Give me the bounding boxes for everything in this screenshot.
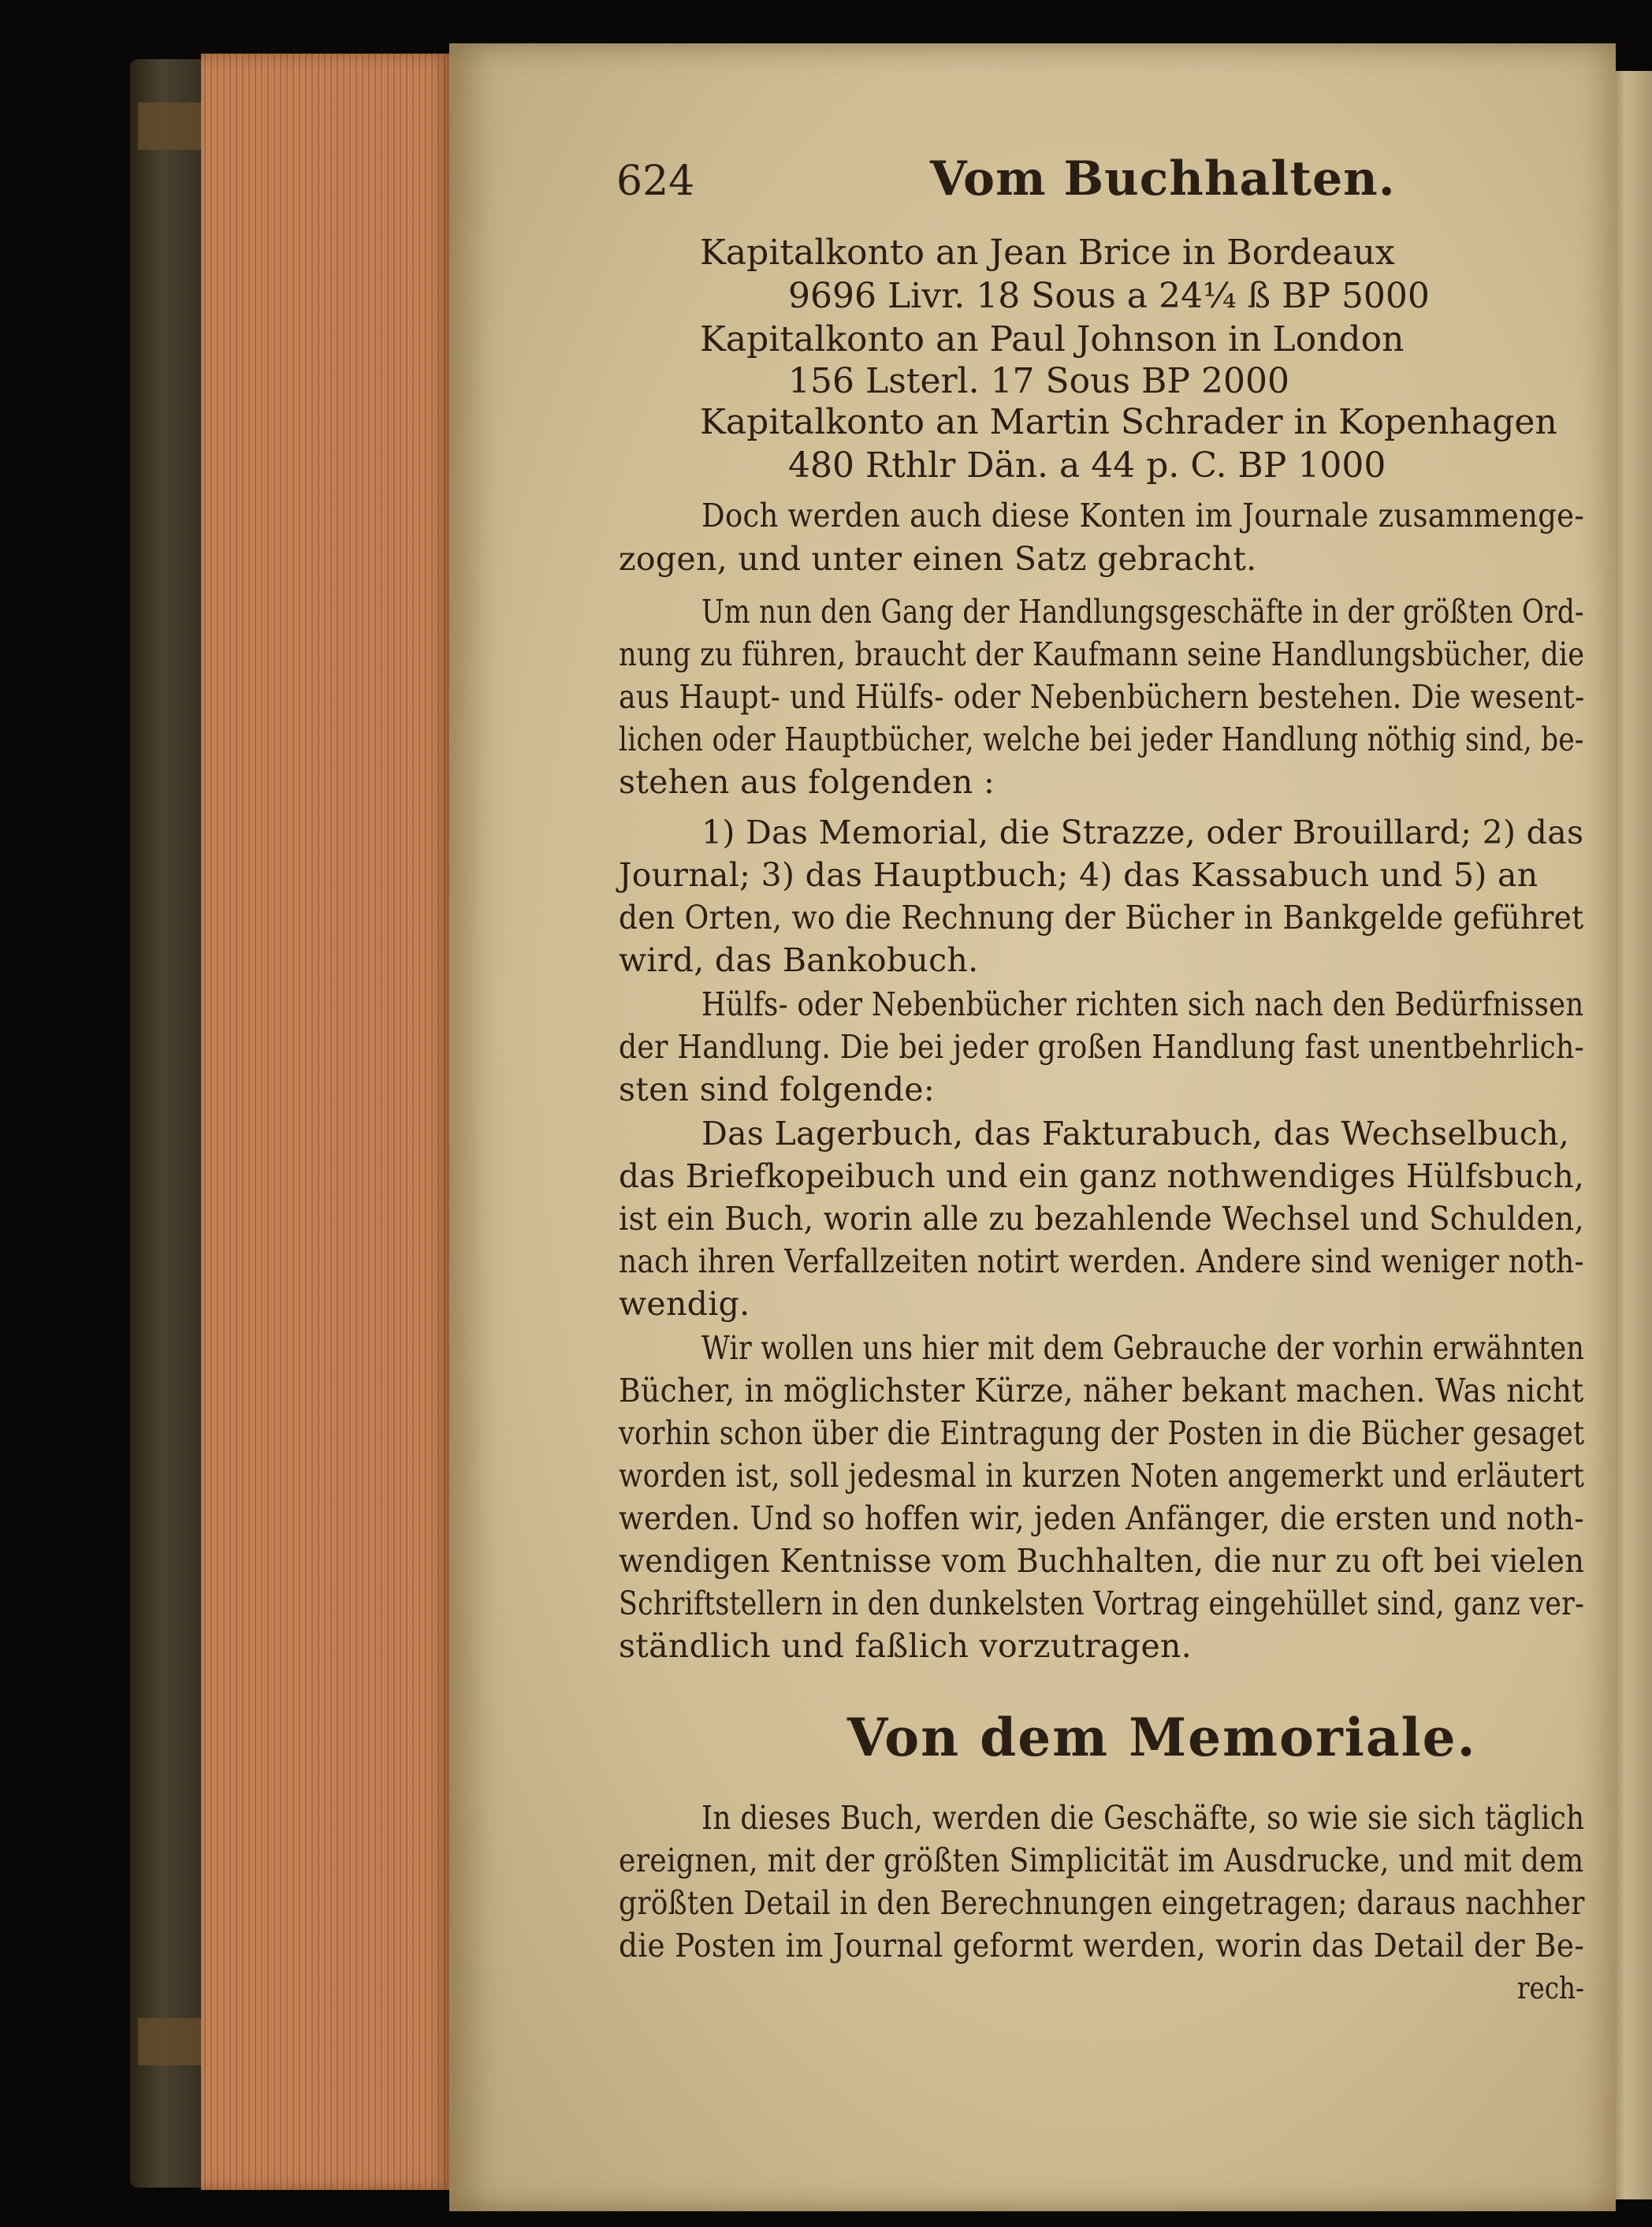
body-line: Bücher, in möglichster Kürze, näher bekant machen. Was nicht — [619, 1372, 1584, 1410]
entry-line: Kapitalkonto an Martin Schrader in Kopenhagen — [700, 402, 1557, 442]
body-line: nung zu führen, braucht der Kaufmann seine Handlungsbücher, die — [619, 635, 1585, 673]
body-line: sten sind folgende: — [619, 1071, 935, 1108]
body-line: Wir wollen uns hier mit dem Gebrauche der vorhin erwähnten — [701, 1329, 1585, 1367]
body-line: nach ihren Verfallzeiten notirt werden. Andere sind weniger noth- — [619, 1242, 1584, 1280]
body-line: ständlich und faßlich vorzutragen. — [619, 1627, 1192, 1665]
body-line: worden ist, soll jedesmal in kurzen Noten angemerkt und erläutert — [619, 1457, 1585, 1495]
body-line: Das Lagerbuch, das Fakturabuch, das Wechselbuch, — [701, 1115, 1570, 1153]
body-line: aus Haupt- und Hülfs- oder Nebenbüchern bestehen. Die wesent- — [619, 678, 1585, 716]
section-heading: Von dem Memoriale. — [847, 1707, 1477, 1768]
body-line: das Briefkopeibuch und ein ganz nothwendiges Hülfsbuch, — [619, 1157, 1585, 1195]
entry-line: 9696 Livr. 18 Sous a 24¼ ß BP 5000 — [788, 276, 1430, 316]
body-line: zogen, und unter einen Satz gebracht. — [619, 540, 1257, 578]
body-line: In dieses Buch, werden die Geschäfte, so wie sie sich täglich — [701, 1799, 1585, 1837]
entry-line: Kapitalkonto an Paul Johnson in London — [700, 319, 1405, 359]
entry-line: 156 Lsterl. 17 Sous BP 2000 — [788, 361, 1289, 401]
running-title: Vom Buchhalten. — [930, 151, 1396, 207]
body-line: ist ein Buch, worin alle zu bezahlende Wechsel und Schulden, — [619, 1200, 1584, 1238]
catchword: rech- — [1517, 1971, 1584, 2005]
body-line: größten Detail in den Berechnungen eingetragen; daraus nachher — [619, 1884, 1585, 1922]
body-line: die Posten im Journal geformt werden, worin das Detail der Be- — [619, 1927, 1585, 1964]
body-line: der Handlung. Die bei jeder großen Handlung fast unentbehrlich- — [619, 1028, 1585, 1066]
body-line: ereignen, mit der größten Simplicität im Ausdrucke, und mit dem — [619, 1842, 1584, 1879]
body-line: Doch werden auch diese Konten im Journale zusammenge- — [701, 497, 1585, 534]
entry-line: Kapitalkonto an Jean Brice in Bordeaux — [700, 233, 1395, 273]
body-line: wird, das Bankobuch. — [619, 941, 979, 979]
body-line: vorhin schon über die Eintragung der Posten in die Bücher gesaget — [619, 1414, 1585, 1452]
body-line: wendigen Kentnisse vom Buchhalten, die nur zu oft bei vielen — [619, 1542, 1585, 1580]
body-line: Um nun den Gang der Handlungsgeschäfte in der größten Ord- — [701, 593, 1584, 631]
body-line: stehen aus folgenden : — [619, 763, 995, 801]
body-line: lichen oder Hauptbücher, welche bei jeder Handlung nöthig sind, be- — [619, 721, 1584, 758]
body-line: wendig. — [619, 1285, 750, 1323]
page-number: 624 — [616, 158, 695, 205]
body-line: den Orten, wo die Rechnung der Bücher in Bankgelde geführet — [619, 899, 1584, 937]
body-line: werden. Und so hoffen wir, jeden Anfänger, die ersten und noth- — [619, 1499, 1585, 1537]
body-line: Hülfs- oder Nebenbücher richten sich nach den Bedürfnissen — [701, 985, 1584, 1023]
entry-line: 480 Rthlr Dän. a 44 p. C. BP 1000 — [788, 445, 1386, 486]
page-edges — [201, 54, 453, 2190]
body-line: Journal; 3) das Hauptbuch; 4) das Kassabuch und 5) an — [619, 856, 1539, 894]
body-line: 1) Das Memorial, die Strazze, oder Brouillard; 2) das — [701, 814, 1584, 851]
body-line: Schriftstellern in den dunkelsten Vortrag eingehüllet sind, ganz ver- — [619, 1585, 1585, 1622]
